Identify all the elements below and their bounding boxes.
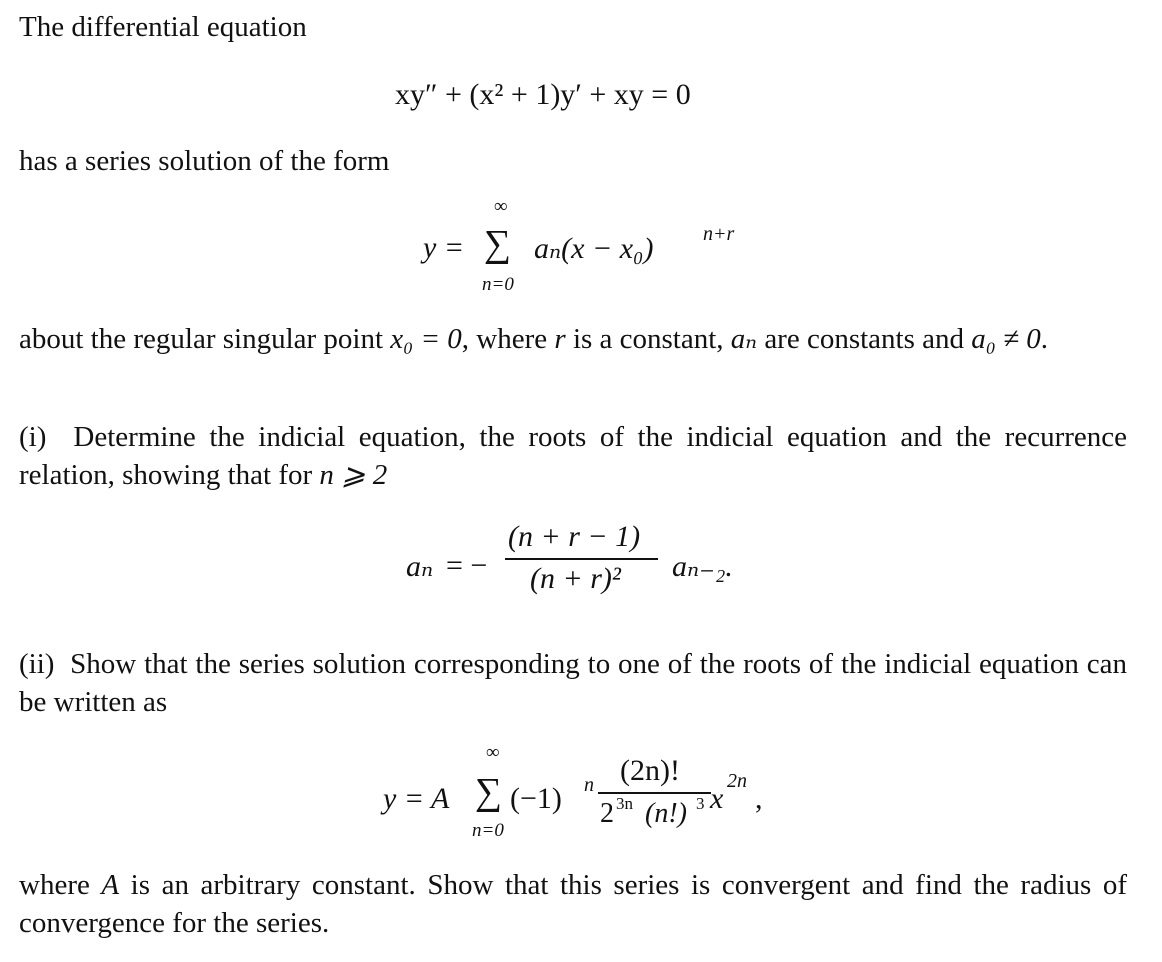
part-i-label: (i) — [19, 421, 47, 453]
series-term: aₙ(x − x₀) — [534, 232, 654, 265]
solution-sum-upper: ∞ — [486, 742, 500, 763]
recurrence-equals: = − — [446, 549, 488, 582]
sum-upper-limit: ∞ — [494, 196, 508, 217]
solution-factor-exponent: n — [584, 774, 594, 796]
solution-denominator-rest: (n!) — [645, 798, 687, 829]
solution-denominator-base: 2 — [600, 798, 614, 829]
recurrence-numerator: (n + r − 1) — [508, 520, 641, 553]
solution-factor: (−1) — [510, 782, 562, 815]
solution-denominator-rest-exponent: 3 — [696, 794, 705, 813]
ode-equation: xy″ + (x² + 1)y′ + xy = 0 — [395, 78, 691, 111]
part-ii-text: (ii) Show that the series solution corresponding to one of the roots of the indicial equation can be written as — [19, 648, 1128, 718]
recurrence-denominator: (n + r)² — [530, 562, 621, 595]
solution-x-exponent: 2n — [727, 770, 747, 792]
intro-text: The differential equation — [19, 11, 307, 43]
solution-fraction-bar — [598, 792, 711, 794]
recurrence-lhs: aₙ — [406, 550, 434, 583]
solution-lhs: y = A — [383, 782, 450, 815]
solution-tail: , — [755, 782, 763, 815]
series-lhs: y = — [423, 231, 465, 264]
closing-text: where A is an arbitrary constant. Show that this series is convergent and find the radius of convergence for the series. — [19, 869, 1128, 939]
about-text: about the regular singular point x₀ = 0, where r is a constant, aₙ are constants and a₀ ≠ 0. — [19, 323, 1049, 355]
solution-sigma-icon: ∑ — [475, 771, 503, 813]
series-intro-text: has a series solution of the form — [19, 145, 390, 177]
solution-denominator-exponent: 3n — [616, 794, 633, 813]
solution-sum-lower: n=0 — [472, 820, 504, 841]
series-exponent: n+r — [703, 223, 735, 245]
part-ii-label: (ii) — [19, 648, 55, 680]
recurrence-fraction-bar — [505, 558, 658, 560]
sum-lower-limit: n=0 — [482, 274, 514, 295]
part-i-text: (i) Determine the indicial equation, the roots of the indicial equation and the recurrence relation, showing that for n ⩾ 2 — [19, 421, 1128, 491]
solution-x: x — [710, 782, 724, 815]
sigma-icon: ∑ — [484, 223, 512, 265]
recurrence-tail: aₙ₋₂. — [672, 550, 733, 583]
solution-numerator: (2n)! — [620, 754, 680, 787]
